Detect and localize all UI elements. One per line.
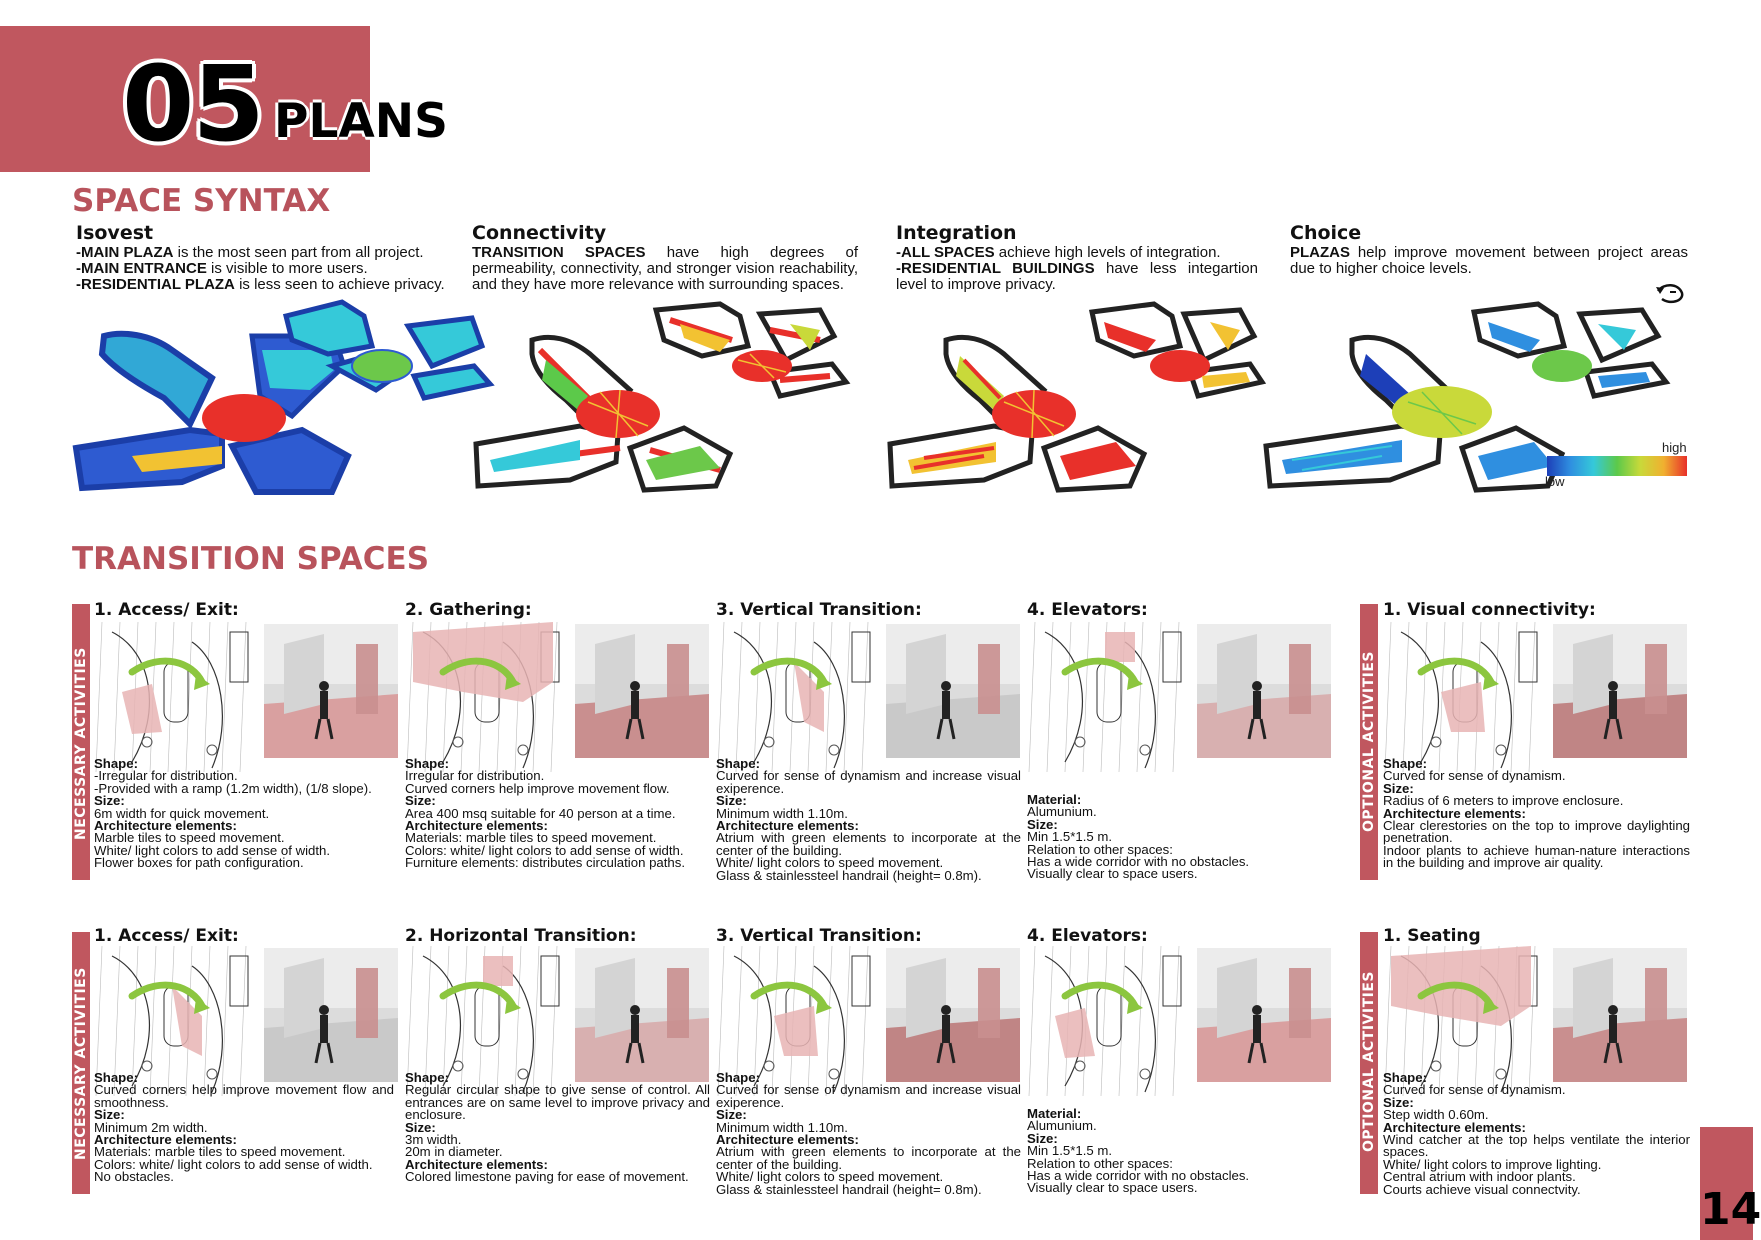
transition-spaces-title: TRANSITION SPACES <box>72 541 430 577</box>
description-text: Colored limestone paving for ease of movement. <box>405 1169 689 1185</box>
description-text: Wind catcher at the top helps ventilate the interior spaces. <box>1383 1132 1690 1160</box>
side-label-necessary-1: NECESSARY ACTIVITIES <box>73 647 89 840</box>
description-text: Colors: white/ light colors to add sense of width. <box>405 842 684 858</box>
description-text: Minimum 2m width. <box>94 1119 208 1135</box>
transition-description <box>1383 758 1690 870</box>
description-label: Size: <box>1383 780 1414 796</box>
interior-render <box>1197 624 1331 758</box>
legend-color-bar <box>1547 456 1687 476</box>
description-text: White/ light colors to speed movement. <box>716 855 944 871</box>
syntax-col-connectivity <box>472 224 858 293</box>
description-label: Size: <box>94 1107 125 1123</box>
description-label: Size: <box>1027 816 1058 832</box>
floor-plan-drawing <box>714 622 882 772</box>
interior-render <box>1197 948 1331 1082</box>
description-label: Size: <box>716 1107 747 1123</box>
legend-high-label: high <box>1662 440 1687 455</box>
description-text: Step width 0.60m. <box>1383 1107 1489 1123</box>
section-number: 05 <box>122 43 263 165</box>
syntax-text: -ALL SPACES achieve high levels of integration. -RESIDENTIAL BUILDINGS have less integartion level to improve privacy. <box>896 244 1258 293</box>
description-text: Glass & stainlessteel handrail (height= 0.8m). <box>716 1181 982 1197</box>
description-label: Size: <box>1383 1094 1414 1110</box>
description-text: Regular circular shape to give sense of control. All entrances are on same level to improve privacy and enclosure. <box>405 1082 710 1123</box>
side-label-optional-1: OPTIONAL ACTIVITIES <box>1361 651 1377 832</box>
description-text: Visually clear to space users. <box>1027 866 1198 882</box>
description-text: 20m in diameter. <box>405 1144 503 1160</box>
description-text: Colors: white/ light colors to add sense of width. <box>94 1156 373 1172</box>
description-text: -Irregular for distribution. <box>94 768 238 784</box>
transition-description <box>1027 1108 1297 1195</box>
description-label: Architecture elements: <box>716 818 859 834</box>
transition-description <box>1383 1072 1690 1196</box>
interior-render <box>264 624 398 758</box>
description-label: Size: <box>405 793 436 809</box>
description-label: Architecture elements: <box>716 1132 859 1148</box>
description-text: Furniture elements: distributes circulation paths. <box>405 855 685 871</box>
description-label: Architecture elements: <box>94 818 237 834</box>
legend-low-label: low <box>1545 474 1565 489</box>
description-text: Relation to other spaces: <box>1027 1155 1173 1171</box>
description-text: Courts achieve visual connectvity. <box>1383 1181 1581 1197</box>
syntax-heading: Isovest <box>76 222 154 244</box>
description-text: Glass & stainlessteel handrail (height= 0.8m). <box>716 867 982 883</box>
transition-category-title: 1. Seating <box>1383 926 1481 946</box>
transition-category-title: 1. Access/ Exit: <box>94 600 239 620</box>
description-text: Atrium with green elements to incorporate at the center of the building. <box>716 1144 1021 1172</box>
transition-description <box>716 758 1021 882</box>
description-text: 3m width. <box>405 1132 462 1148</box>
description-label: Size: <box>94 793 125 809</box>
description-text: -Provided with a ramp (1.2m width), (1/8 slope). <box>94 780 372 796</box>
description-text: Irregular for distribution. <box>405 768 545 784</box>
interior-render <box>886 948 1020 1082</box>
description-text: Curved corners help improve movement flow. <box>405 780 670 796</box>
interior-render <box>1553 624 1687 758</box>
isovist-diagram <box>72 306 492 498</box>
syntax-col-isovest <box>76 224 456 293</box>
description-text: Materials: marble tiles to speed movement. <box>94 1144 346 1160</box>
transition-category-title: 3. Vertical Transition: <box>716 926 922 946</box>
description-label: Shape: <box>405 1070 449 1085</box>
transition-category-title: 2. Gathering: <box>405 600 532 620</box>
description-label: Shape: <box>1383 1070 1427 1085</box>
description-label: Shape: <box>716 756 760 771</box>
description-text: Central atrium with indoor plants. <box>1383 1169 1576 1185</box>
transition-category-title: 3. Vertical Transition: <box>716 600 922 620</box>
description-text: Curved corners help improve movement flow and smoothness. <box>94 1082 394 1110</box>
description-label: Architecture elements: <box>405 818 548 834</box>
description-text: Has a wide corridor with no obstacles. <box>1027 854 1250 870</box>
description-text: Flower boxes for path configuration. <box>94 855 304 871</box>
description-text: Min 1.5*1.5 m. <box>1027 829 1113 845</box>
transition-description <box>405 758 710 870</box>
description-text: No obstacles. <box>94 1169 174 1185</box>
transition-description <box>94 758 394 870</box>
description-label: Material: <box>1027 1106 1082 1121</box>
syntax-text: PLAZAS help improve movement between project areas due to higher choice levels. <box>1290 244 1688 277</box>
description-text: 6m width for quick movement. <box>94 805 270 821</box>
transition-category-title: 4. Elevators: <box>1027 926 1148 946</box>
transition-description <box>716 1072 1021 1196</box>
description-text: Alumunium. <box>1027 804 1097 820</box>
description-label: Shape: <box>405 756 449 771</box>
description-text: Alumunium. <box>1027 1118 1097 1134</box>
interior-render <box>1553 948 1687 1082</box>
connectivity-diagram <box>470 310 848 496</box>
transition-description <box>405 1072 710 1184</box>
syntax-heading: Choice <box>1290 222 1362 244</box>
floor-plan-drawing <box>403 622 571 772</box>
transition-description <box>1027 794 1297 881</box>
interior-render <box>575 624 709 758</box>
syntax-col-integration <box>896 224 1258 293</box>
description-text: Clear clerestories on the top to improve daylighting penetration. <box>1383 818 1690 846</box>
description-text: Has a wide corridor with no obstacles. <box>1027 1168 1250 1184</box>
page-number: 14 <box>1700 1184 1761 1235</box>
description-text: Marble tiles to speed movement. <box>94 830 285 846</box>
description-label: Architecture elements: <box>1383 1119 1526 1135</box>
floor-plan-drawing <box>1025 946 1193 1096</box>
description-text: White/ light colors to add sense of width. <box>94 842 331 858</box>
syntax-text: TRANSITION SPACES have high degrees of permeability, connectivity, and stronger vision reachability, and they have more relevance with surrounding spaces. <box>472 244 858 293</box>
integration-diagram <box>884 310 1264 496</box>
description-label: Architecture elements: <box>1383 805 1526 821</box>
description-text: Radius of 6 meters to improve enclosure. <box>1383 793 1624 809</box>
transition-category-title: 4. Elevators: <box>1027 600 1148 620</box>
transition-category-title: 2. Horizontal Transition: <box>405 926 637 946</box>
description-text: Indoor plants to achieve human-nature interactions in the building and improve air quality. <box>1383 842 1690 871</box>
description-text: Atrium with green elements to incorporate at the center of the building. <box>716 830 1021 858</box>
description-label: Architecture elements: <box>405 1156 548 1172</box>
description-label: Shape: <box>94 1070 138 1085</box>
floor-plan-drawing <box>1025 622 1193 772</box>
description-text: Visually clear to space users. <box>1027 1180 1198 1196</box>
description-text: Materials: marble tiles to speed movement. <box>405 830 657 846</box>
interior-render <box>264 948 398 1082</box>
description-text: White/ light colors to speed movement. <box>716 1169 944 1185</box>
description-label: Architecture elements: <box>94 1132 237 1148</box>
syntax-heading: Connectivity <box>472 222 607 244</box>
interior-render <box>886 624 1020 758</box>
description-text: Minimum width 1.10m. <box>716 1119 848 1135</box>
description-text: Curved for sense of dynamism and increase visual exiperence. <box>716 768 1021 796</box>
transition-category-title: 1. Access/ Exit: <box>94 926 239 946</box>
description-text: Curved for sense of dynamism and increase visual exiperence. <box>716 1082 1021 1110</box>
floor-plan-drawing <box>1381 622 1549 772</box>
description-text: Minimum width 1.10m. <box>716 805 848 821</box>
description-label: Shape: <box>1383 756 1427 771</box>
description-text: Min 1.5*1.5 m. <box>1027 1143 1113 1159</box>
description-text: Curved for sense of dynamism. <box>1383 768 1566 784</box>
description-text: Curved for sense of dynamism. <box>1383 1082 1566 1098</box>
description-label: Size: <box>1027 1130 1058 1146</box>
description-text: Relation to other spaces: <box>1027 841 1173 857</box>
side-label-optional-2: OPTIONAL ACTIVITIES <box>1361 971 1377 1152</box>
syntax-col-choice <box>1290 224 1688 277</box>
description-label: Shape: <box>94 756 138 771</box>
description-label: Size: <box>405 1119 436 1135</box>
section-title: PLANS <box>274 94 448 149</box>
description-label: Material: <box>1027 792 1082 807</box>
space-syntax-title: SPACE SYNTAX <box>72 183 331 219</box>
transition-description <box>94 1072 394 1184</box>
description-label: Shape: <box>716 1070 760 1085</box>
rotate-icon <box>1654 283 1686 307</box>
syntax-text: -MAIN PLAZA is the most seen part from all project. -MAIN ENTRANCE is visible to more users. -RESIDENTIAL PLAZA is less seen to achieve privacy. <box>76 244 445 293</box>
description-text: White/ light colors to improve lighting. <box>1383 1156 1602 1172</box>
transition-category-title: 1. Visual connectivity: <box>1383 600 1596 620</box>
floor-plan-drawing <box>92 622 260 772</box>
description-label: Size: <box>716 793 747 809</box>
syntax-heading: Integration <box>896 222 1017 244</box>
side-label-necessary-2: NECESSARY ACTIVITIES <box>73 967 89 1160</box>
description-text: Area 400 msq suitable for 40 person at a time. <box>405 805 676 821</box>
interior-render <box>575 948 709 1082</box>
